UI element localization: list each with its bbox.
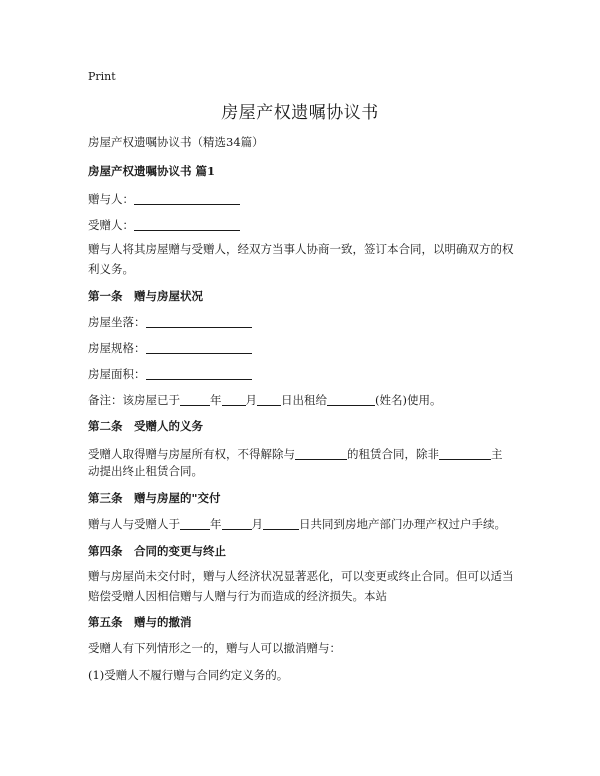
note-month-blank <box>222 393 246 406</box>
article2-text-part2: 的租赁合同，除非 <box>347 447 439 461</box>
article2-text-part3: 主 <box>491 447 503 461</box>
spec-label: 房屋规格： <box>88 341 146 355</box>
article3-line <box>88 516 506 532</box>
section-heading: 房屋产权遗嘱协议书 篇1 <box>88 164 216 178</box>
note-day-blank <box>257 393 281 406</box>
note-day: 日出租给 <box>281 393 327 407</box>
article3-year: 年 <box>210 517 222 531</box>
article5-text: 受赠人有下列情形之一的，赠与人可以撤消赠与： <box>88 641 341 655</box>
article3-month-blank <box>222 517 252 530</box>
note-year: 年 <box>210 393 222 407</box>
area-line <box>88 366 252 382</box>
donee-blank <box>134 218 240 231</box>
article1-heading: 第一条 赠与房屋状况 <box>88 289 203 303</box>
document-title: 房屋产权遗嘱协议书 <box>221 103 379 123</box>
note-name-blank <box>327 393 375 406</box>
article3-text-suffix: 日共同到房地产部门办理产权过户手续。 <box>299 517 506 531</box>
donor-line <box>88 191 240 207</box>
note-suffix: (姓名)使用。 <box>375 393 442 407</box>
area-label: 房屋面积： <box>88 367 146 381</box>
article3-heading: 第三条 赠与房屋的"交付 <box>88 491 221 505</box>
article2-heading: 第二条 受赠人的义务 <box>88 419 203 433</box>
location-blank <box>146 315 252 328</box>
location-line <box>88 314 252 330</box>
article2-blank1 <box>295 447 347 460</box>
article3-month: 月 <box>251 517 263 531</box>
article3-text-prefix: 赠与人与受赠人于 <box>88 517 180 531</box>
note-line <box>88 392 441 408</box>
donor-blank <box>134 192 240 205</box>
print-label[interactable]: Print <box>88 70 116 83</box>
location-label: 房屋坐落： <box>88 315 146 329</box>
donee-label: 受赠人： <box>88 218 134 232</box>
article4-paragraph: 赠与房屋尚未交付时，赠与人经济状况显著恶化，可以变更或终止合同。但可以适当赔偿受赠人因相信赠与人赠与行为而造成的经济损失。本站 <box>88 569 514 603</box>
area-blank <box>146 367 252 380</box>
article4-heading: 第四条 合同的变更与终止 <box>88 544 226 558</box>
donee-line <box>88 217 240 233</box>
article5-heading: 第五条 赠与的撤消 <box>88 615 192 629</box>
note-prefix: 备注：该房屋已于 <box>88 393 180 407</box>
spec-line <box>88 340 252 356</box>
article2-line2: 动提出终止租赁合同。 <box>88 464 203 478</box>
document-subtitle: 房屋产权遗嘱协议书（精选34篇） <box>88 135 264 149</box>
note-year-blank <box>180 393 210 406</box>
article2-text-part1: 受赠人取得赠与房屋所有权，不得解除与 <box>88 447 295 461</box>
intro-paragraph: 赠与人将其房屋赠与受赠人，经双方当事人协商一致，签订本合同，以明确双方的权利义务。 <box>88 242 514 276</box>
article3-day-blank <box>263 517 299 530</box>
article2-line1 <box>88 446 503 462</box>
article2-blank2 <box>439 447 491 460</box>
note-month: 月 <box>245 393 257 407</box>
donor-label: 赠与人： <box>88 192 134 206</box>
spec-blank <box>146 341 252 354</box>
article5-item1: (1)受赠人不履行赠与合同约定义务的。 <box>88 668 289 682</box>
article3-year-blank <box>180 517 210 530</box>
